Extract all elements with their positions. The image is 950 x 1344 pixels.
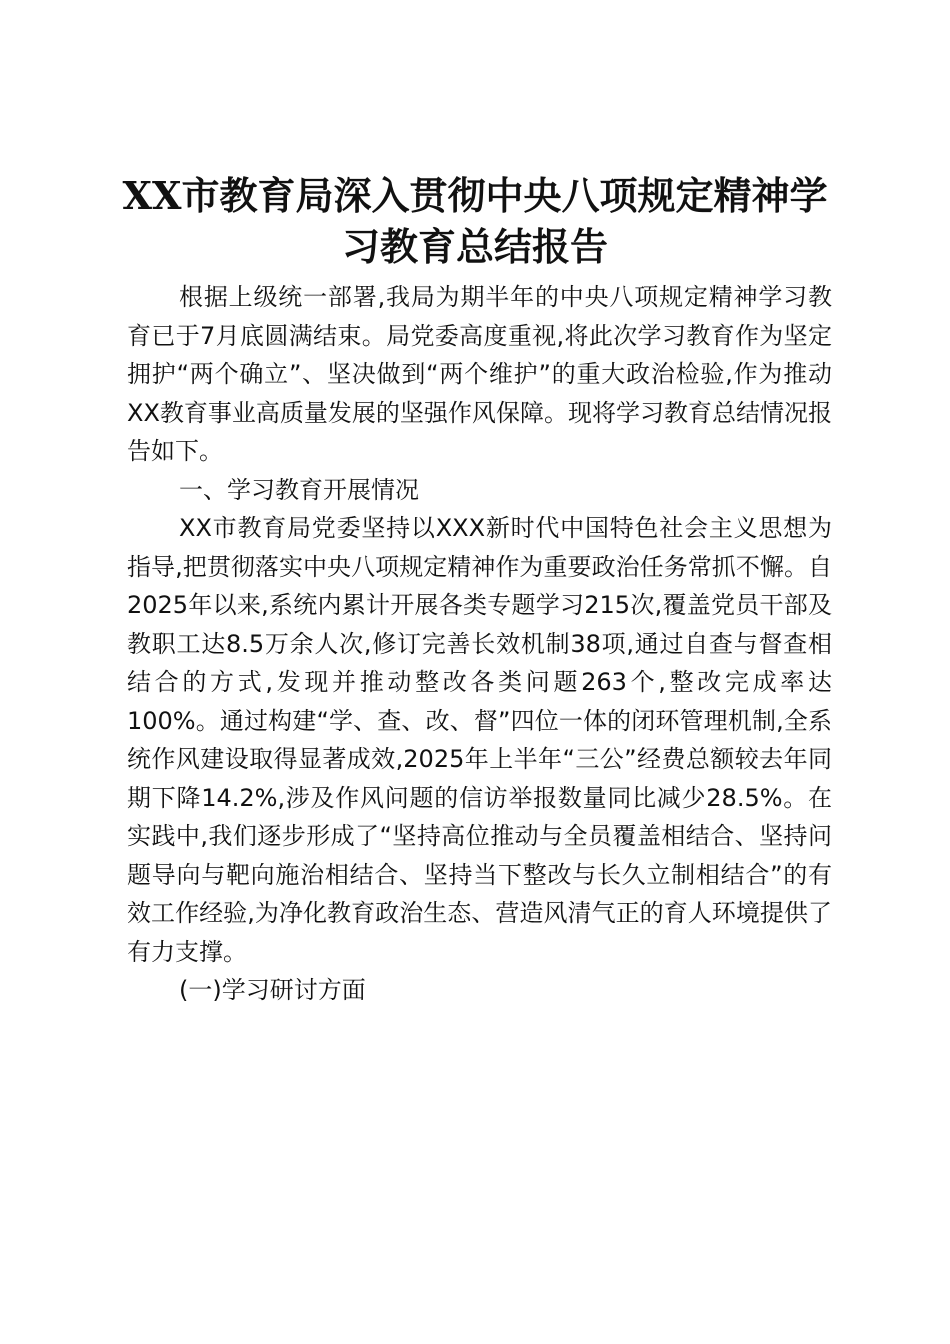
subsection-heading-1: (一)学习研讨方面: [179, 976, 366, 1004]
document-body: [127, 278, 832, 1010]
section-1-paragraph: XX市教育局党委坚持以XXX新时代中国特色社会主义思想为指导,把贯彻落实中央八项规定精神作为重要政治任务常抓不懈。自2025年以来,系统内累计开展各类专题学习215次,覆盖党员干部及教职工达8.5万余人次,修订完善长效机制38项,通过自查与督查相结合的方式,发现并推动整改各类问题263个,整改完成率达100%。通过构建“学、查、改、督”四位一体的闭环管理机制,全系统作风建设取得显著成效,2025年上半年“三公”经费总额较去年同期下降14.2%,涉及作风问题的信访举报数量同比减少28.5%。在实践中,我们逐步形成了“坚持高位推动与全员覆盖相结合、坚持问题导向与靶向施治相结合、坚持当下整改与长久立制相结合”的有效工作经验,为净化教育政治生态、营造风清气正的育人环境提供了有力支撑。: [127, 514, 832, 966]
section-heading-1: 一、学习教育开展情况: [179, 475, 419, 504]
intro-paragraph: 根据上级统一部署,我局为期半年的中央八项规定精神学习教育已于7月底圆满结束。局党委高度重视,将此次学习教育作为坚定拥护“两个确立”、坚决做到“两个维护”的重大政治检验,作为推动XX教育事业高质量发展的坚强作风保障。现将学习教育总结情况报告如下。: [127, 283, 832, 465]
document-title: XX市教育局深入贯彻中央八项规定精神学习教育总结报告: [122, 173, 828, 269]
